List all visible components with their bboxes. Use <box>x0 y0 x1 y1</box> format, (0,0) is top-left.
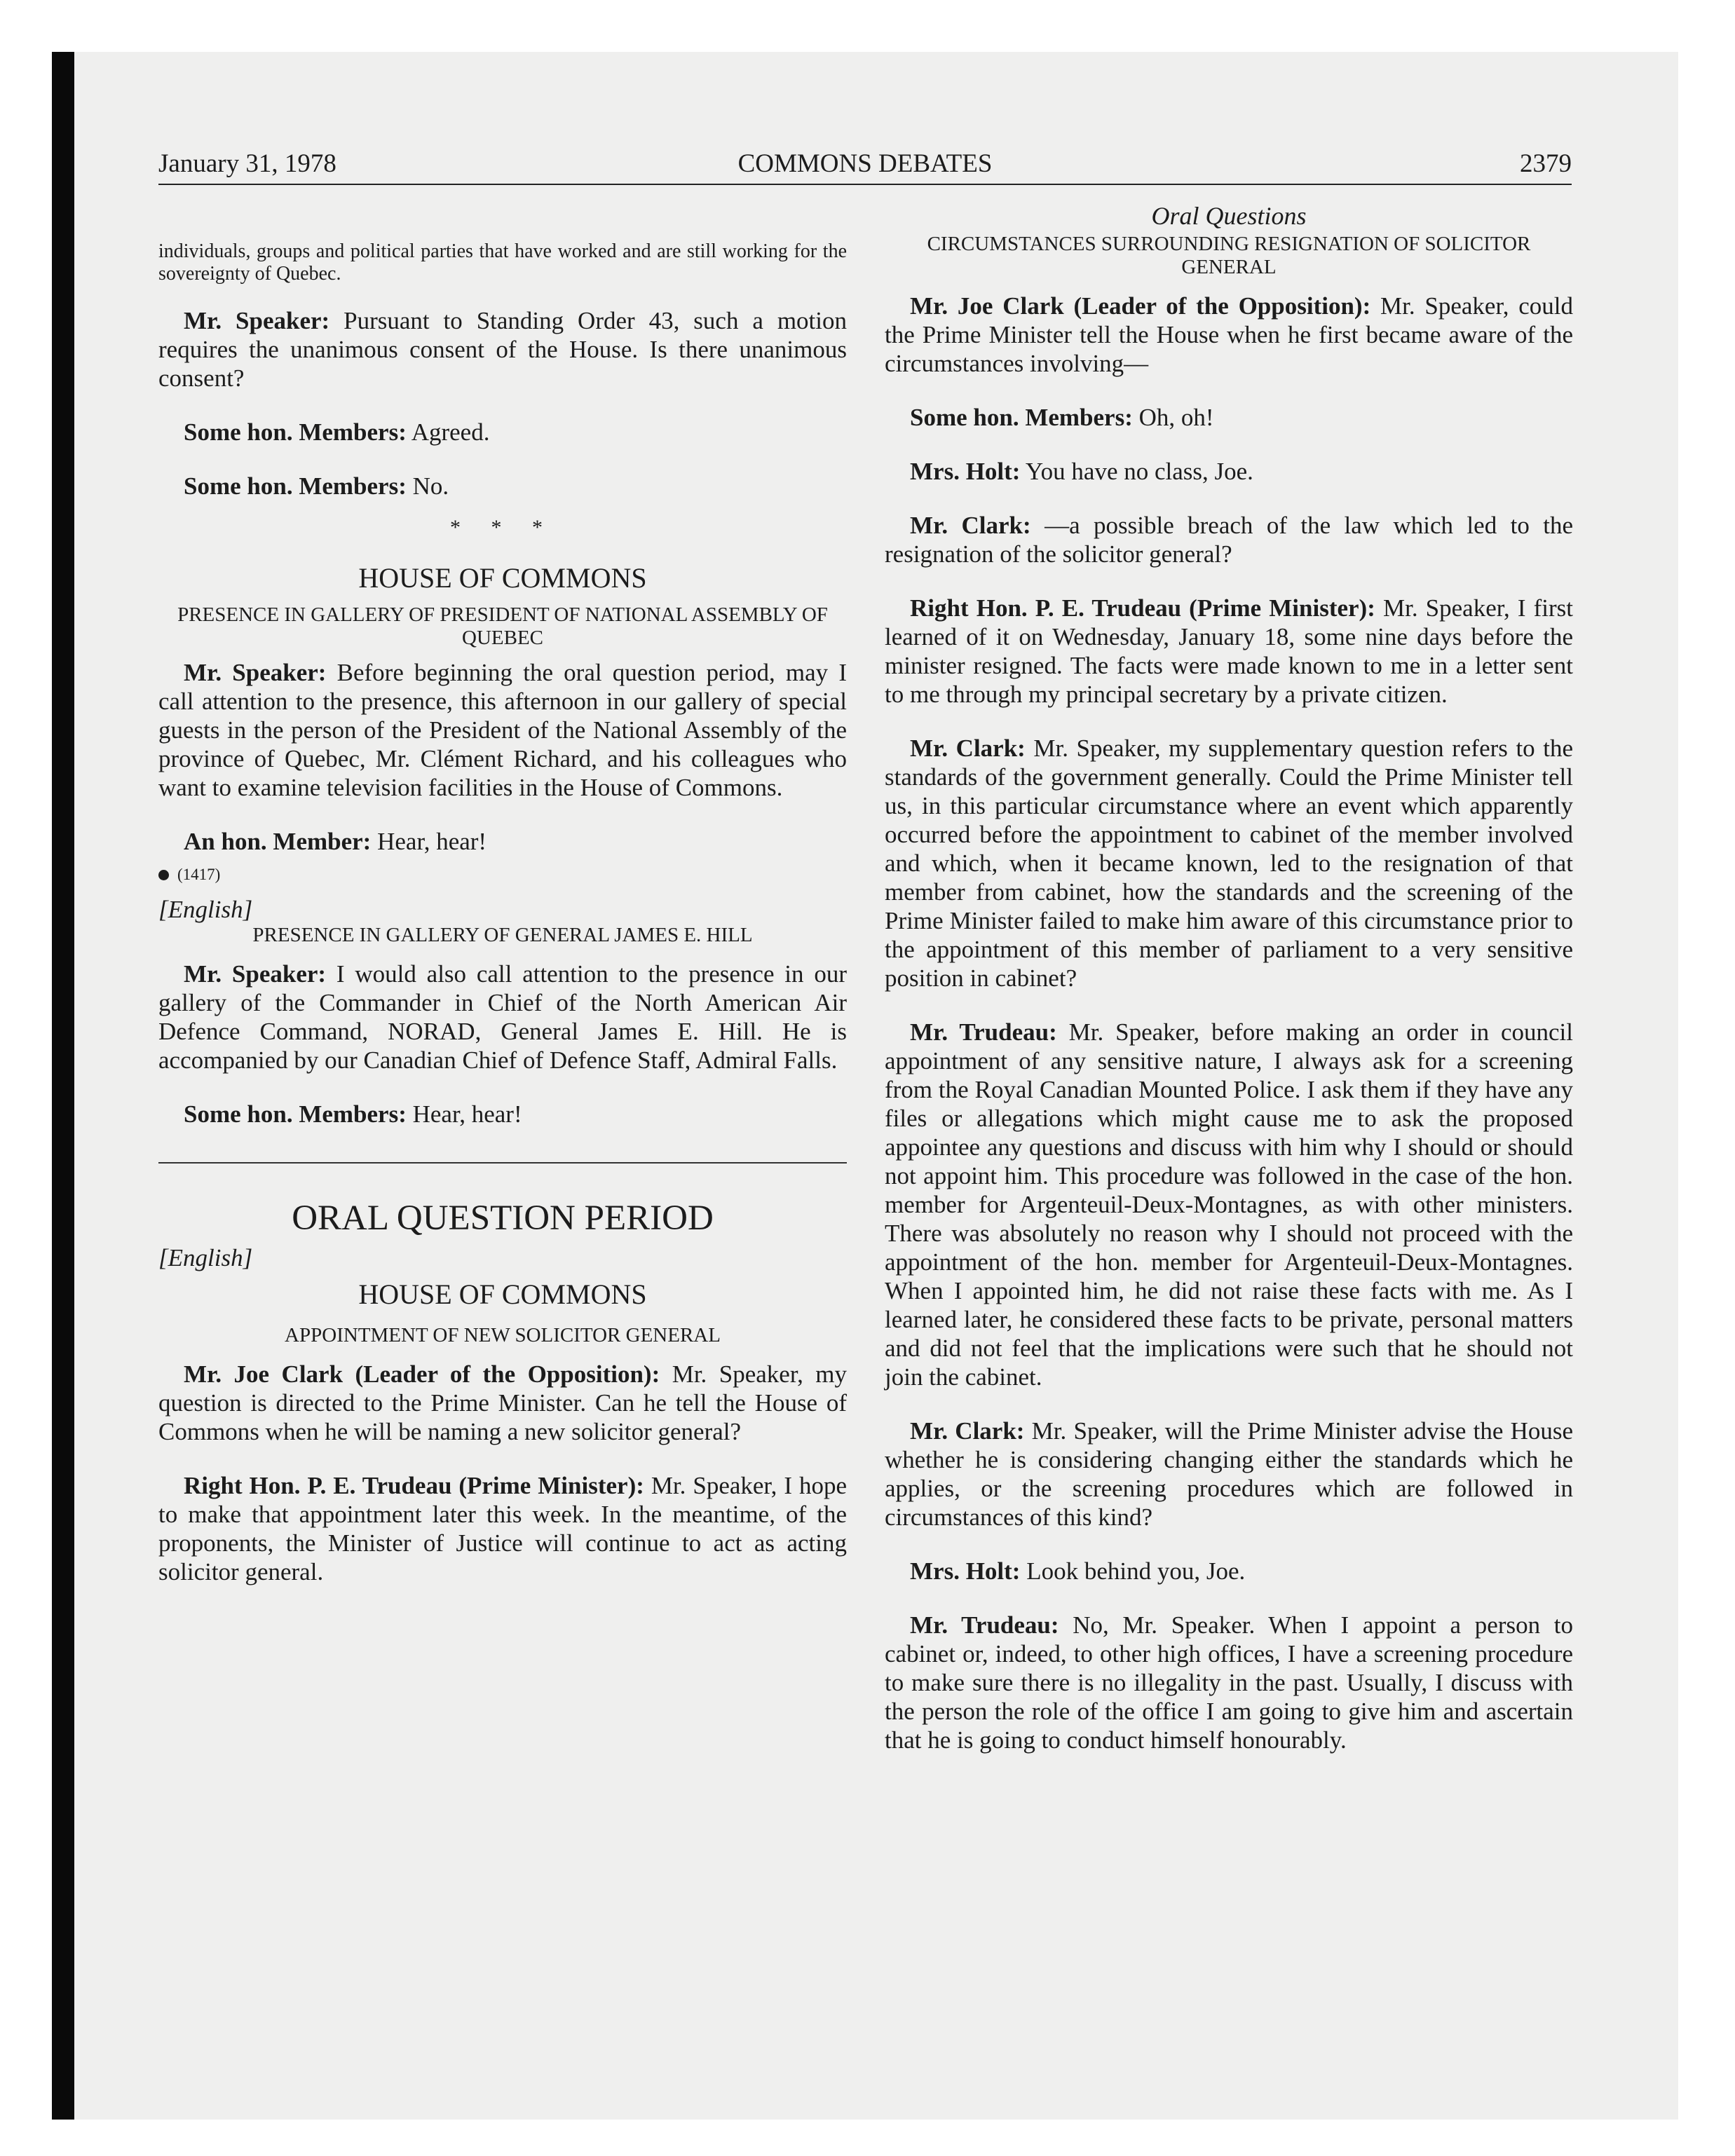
speech-text: Pursuant to Standing Order 43, such a motion requires the unanimous consent of the House. Is there unanimous consent? <box>158 307 847 392</box>
speaker-name: Right Hon. P. E. Trudeau (Prime Minister): <box>184 1472 644 1499</box>
speech-text: Agreed. <box>406 418 490 446</box>
speech-paragraph <box>885 1417 1573 1531</box>
speech-text: —a possible breach of the law which led to the resignation of the solicitor general? <box>885 512 1573 568</box>
header-page-number: 2379 <box>1520 149 1572 178</box>
speech-text: Hear, hear! <box>406 1100 522 1128</box>
speech-paragraph <box>158 1100 847 1128</box>
speaker-name: Some hon. Members: <box>184 418 407 446</box>
speech-text: Mr. Speaker, will the Prime Minister advise the House whether he is considering changing either the standards which he applies, or the screening procedures which are followed in circumstances of this kind? <box>885 1417 1573 1531</box>
speech-paragraph <box>158 306 847 393</box>
speaker-name: Mr. Speaker: <box>184 659 327 686</box>
speaker-name: Right Hon. P. E. Trudeau (Prime Minister): <box>910 594 1375 622</box>
running-head: Oral Questions <box>1151 202 1307 230</box>
speaker-name: Mr. Clark: <box>910 1417 1025 1445</box>
right-column <box>885 200 1573 1754</box>
section-heading: HOUSE OF COMMONS <box>358 1278 647 1310</box>
speech-text: Mr. Speaker, before making an order in council appointment of any sensitive nature, I always ask for a screening from the Royal Canadian Mounted Police. I ask them if they have any files or allegations which might cause me to ask the proposed appointee any questions and discuss with him why I should or should not appoint him. This procedure was followed in the case of the hon. member for Argenteuil-Deux-Montagnes, as with other ministers. There was absolutely no reason why I should not proceed with the appointment of the hon. member for Argenteuil-Deux-Montagnes. When I appointed him, he did not raise these facts with me. As I learned later, he considered these facts to be private, personal matters and did not feel that the implications were such that he should not join the cabinet. <box>885 1018 1573 1391</box>
speaker-name: Mrs. Holt: <box>910 1557 1021 1585</box>
speaker-name: Mr. Clark: <box>910 512 1031 539</box>
speech-text: You have no class, Joe. <box>1020 458 1253 485</box>
speaker-name: Mrs. Holt: <box>910 458 1021 485</box>
speech-text: Oh, oh! <box>1132 404 1214 431</box>
left-column <box>158 200 847 1586</box>
speaker-name: Mr. Joe Clark (Leader of the Opposition): <box>910 292 1371 320</box>
speech-text: Hear, hear! <box>371 828 487 855</box>
speaker-name: Mr. Speaker: <box>184 960 327 988</box>
subheading: APPOINTMENT OF NEW SOLICITOR GENERAL <box>285 1324 721 1346</box>
subheading: PRESENCE IN GALLERY OF PRESIDENT OF NATIONAL ASSEMBLY OF QUEBEC <box>177 603 828 649</box>
speech-text: Before beginning the oral question period, may I call attention to the presence, this afternoon in our gallery of special guests in the person of the President of the National Assembly of the province of Quebec, Mr. Clément Richard, and his colleagues who want to examine television facilities in the House of Commons. <box>158 659 848 801</box>
scan-edge <box>52 52 74 2120</box>
section-separator-stars: * * * <box>450 516 555 539</box>
speech-text: Mr. Speaker, I hope to make that appointment later this week. In the meantime, of the proponents, the Minister of Justice will continue to act as acting solicitor general. <box>158 1472 847 1585</box>
speaker-name: Some hon. Members: <box>184 1100 407 1128</box>
speaker-name: Mr. Joe Clark (Leader of the Opposition): <box>184 1360 660 1388</box>
header-date: January 31, 1978 <box>158 149 336 178</box>
page-header <box>158 149 1572 185</box>
speech-paragraph <box>885 1018 1573 1391</box>
speaker-name: Mr. Speaker: <box>184 307 330 334</box>
speaker-name: An hon. Member: <box>184 828 372 855</box>
speech-paragraph <box>158 960 847 1074</box>
language-tag: [English] <box>158 896 253 923</box>
speech-paragraph <box>158 658 847 802</box>
speech-text: No, Mr. Speaker. When I appoint a person to cabinet or, indeed, to other high offices, I have a screening procedure to make sure there is no illegality in the past. Usually, I discuss with the person the role of the office I am going to give him and ascertain that he is going to conduct himself honourably. <box>885 1611 1573 1754</box>
speech-paragraph <box>158 1360 847 1446</box>
speech-paragraph <box>885 457 1573 486</box>
major-heading: ORAL QUESTION PERIOD <box>292 1199 714 1238</box>
section-heading: HOUSE OF COMMONS <box>358 562 647 594</box>
speech-paragraph <box>885 734 1573 992</box>
speech-text: I would also call attention to the presence in our gallery of the Commander in Chief of the North American Air Defence Command, NORAD, General James E. Hill. He is accompanied by our Canadian Chief of Defence Staff, Admiral Falls. <box>158 960 847 1074</box>
speech-text: Look behind you, Joe. <box>1020 1557 1246 1585</box>
subheading: PRESENCE IN GALLERY OF GENERAL JAMES E. HILL <box>252 924 753 946</box>
speech-text: Mr. Speaker, could the Prime Minister tell the House when he first became aware of the circumstances involving— <box>885 292 1573 377</box>
speech-paragraph <box>885 1611 1573 1754</box>
speech-text: Mr. Speaker, I first learned of it on Wednesday, January 18, some nine days before the minister resigned. The facts were made known to me in a letter sent to me through my principal secretary by a private citizen. <box>885 594 1573 708</box>
time-marker <box>158 864 847 885</box>
language-tag: [English] <box>158 1244 253 1271</box>
header-rule <box>158 184 1572 185</box>
speaker-name: Mr. Clark: <box>910 735 1026 762</box>
speaker-name: Mr. Trudeau: <box>910 1611 1059 1639</box>
time-marker-text: (1417) <box>177 866 221 883</box>
speech-paragraph <box>158 472 847 500</box>
speaker-name: Mr. Trudeau: <box>910 1018 1057 1046</box>
header-title: COMMONS DEBATES <box>737 149 993 178</box>
speech-paragraph <box>158 827 847 856</box>
speech-paragraph <box>885 403 1573 432</box>
speech-text: Mr. Speaker, my question is directed to the Prime Minister. Can he tell the House of Commons when he will be naming a new solicitor general? <box>158 1360 847 1445</box>
speech-paragraph <box>885 292 1573 378</box>
subheading: CIRCUMSTANCES SURROUNDING RESIGNATION OF SOLICITOR GENERAL <box>927 233 1531 278</box>
speech-paragraph <box>158 1471 847 1586</box>
speaker-name: Some hon. Members: <box>184 472 407 500</box>
speech-paragraph <box>885 1557 1573 1585</box>
intro-paragraph: individuals, groups and political parties that have worked and are still working for the sovereignty of Quebec. <box>158 240 847 285</box>
speech-text: Mr. Speaker, my supplementary question refers to the standards of the government generally. Could the Prime Minister tell us, in this particular circumstance where an event which apparently occurred before the appointment to cabinet of the member involved and which, when it became known, led to the resignation of that member from cabinet, how the standards and the screening of the Prime Minister failed to make him aware of this circumstance prior to the appointment of this member of parliament to a very sensitive position in cabinet? <box>885 735 1574 992</box>
speech-paragraph <box>885 594 1573 709</box>
bullet-icon <box>158 870 169 880</box>
speech-paragraph <box>158 418 847 446</box>
speech-paragraph <box>885 511 1573 568</box>
speech-text: No. <box>406 472 449 500</box>
speaker-name: Some hon. Members: <box>910 404 1133 431</box>
